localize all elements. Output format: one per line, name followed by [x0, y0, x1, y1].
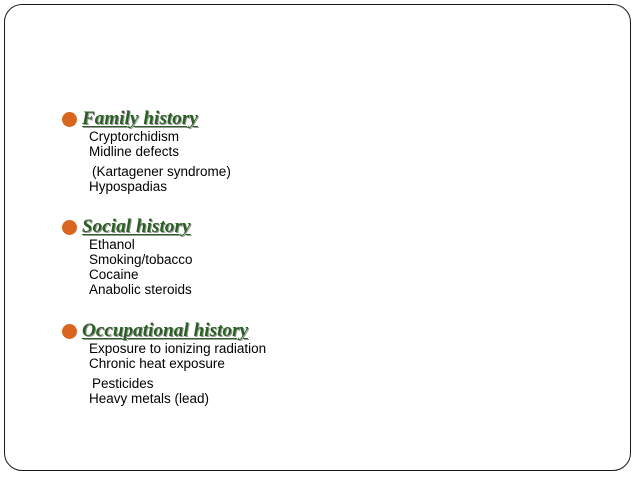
section-heading: Family history [82, 108, 198, 129]
list-item: Cryptorchidism [89, 129, 180, 144]
section-heading: Social history [82, 216, 191, 237]
item-list [89, 237, 193, 297]
section-social-history [62, 214, 193, 297]
section-occupational-history [62, 318, 266, 406]
list-item: Smoking/tobacco [89, 252, 193, 267]
bullet-icon [62, 112, 77, 127]
list-item: Midline defects [89, 144, 180, 159]
list-item: Anabolic steroids [89, 282, 192, 297]
list-item: Chronic heat exposure [89, 356, 225, 371]
item-list [89, 129, 231, 194]
section-heading: Occupational history [82, 320, 249, 341]
list-item: Cocaine [89, 267, 139, 282]
item-list [89, 341, 266, 406]
list-item: Heavy metals (lead) [89, 391, 210, 406]
list-item: Exposure to ionizing radiation [89, 341, 267, 356]
bullet-icon [62, 220, 77, 235]
section-family-history [62, 106, 231, 194]
list-item: Pesticides [92, 376, 154, 391]
list-item: Ethanol [89, 237, 135, 252]
list-item: (Kartagener syndrome) [92, 164, 231, 179]
list-item: Hypospadias [89, 179, 168, 194]
bullet-icon [62, 324, 77, 339]
